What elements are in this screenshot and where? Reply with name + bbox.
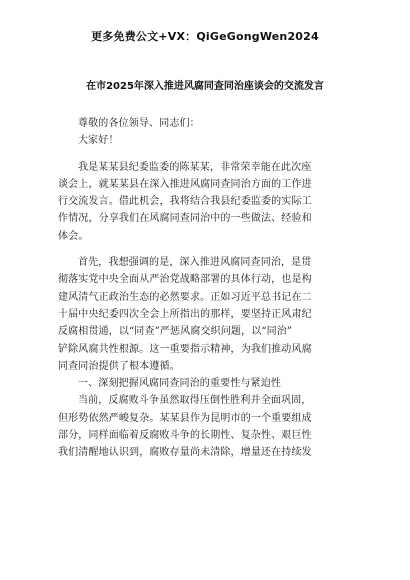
text-line: 行交流发言。借此机会，我将结合我县纪委监委的实际工: [58, 196, 312, 208]
text-line: 作情况，分享我们在风腐同查同治中的一些做法、经验和: [58, 213, 312, 225]
text-line: 体会。: [58, 230, 89, 242]
text-line: 建风清气正政治生态的必然要求。正如习近平总书记在二: [58, 291, 312, 303]
text-line: 当前，反腐败斗争虽然取得压倒性胜利并全面巩固，: [78, 395, 312, 407]
document-title: 在市2025年深入推进风腐同查同治座谈会的交流发言: [86, 81, 324, 92]
document-body: [58, 115, 356, 462]
text-line: 同查同治提供了根本遵循。: [58, 360, 180, 372]
text-line: 首先，我想强调的是，深入推进风腐同查同治，是贯: [78, 257, 312, 269]
text-line: 我们清醒地认识到，腐败存量尚未清除，增量还在持续发: [58, 447, 312, 459]
promo-header: 更多免费公文+VX：QiGeGongWen2024: [91, 30, 319, 43]
text-line: 部分，同样面临着反腐败斗争的长期性、复杂性、艰巨性: [58, 430, 312, 442]
text-line: 反腐相贯通，以“同查”严惩风腐交织问题，以“同治”: [58, 326, 293, 338]
text-line: 谈会上，就某某县在深入推进风腐同查同治方面的工作进: [58, 178, 312, 190]
paragraph-1: [58, 159, 356, 245]
paragraph-2: [58, 254, 356, 375]
spacer: [58, 245, 356, 254]
text-line: 我是某某县纪委监委的陈某某，非常荣幸能在此次座: [78, 161, 312, 173]
text-line: 但形势依然严峻复杂。某某县作为昆明市的一个重要组成: [58, 412, 312, 424]
text-line: 彻落实党中央全面从严治党战略部署的具体行动，也是构: [58, 274, 312, 286]
salutation: 尊敬的各位领导、同志们：: [78, 118, 200, 129]
spacer: [58, 150, 356, 159]
paragraph-3: [58, 392, 356, 461]
section-heading: 一、深刻把握风腐同查同治的重要性与紧迫性: [78, 378, 281, 390]
greeting: 大家好！: [78, 135, 119, 147]
text-line: 十届中央纪委四次全会上所指出的那样，要坚持正风肃纪: [58, 308, 312, 320]
text-line: 铲除风腐共性根源。这一重要指示精神，为我们推动风腐: [58, 343, 312, 355]
